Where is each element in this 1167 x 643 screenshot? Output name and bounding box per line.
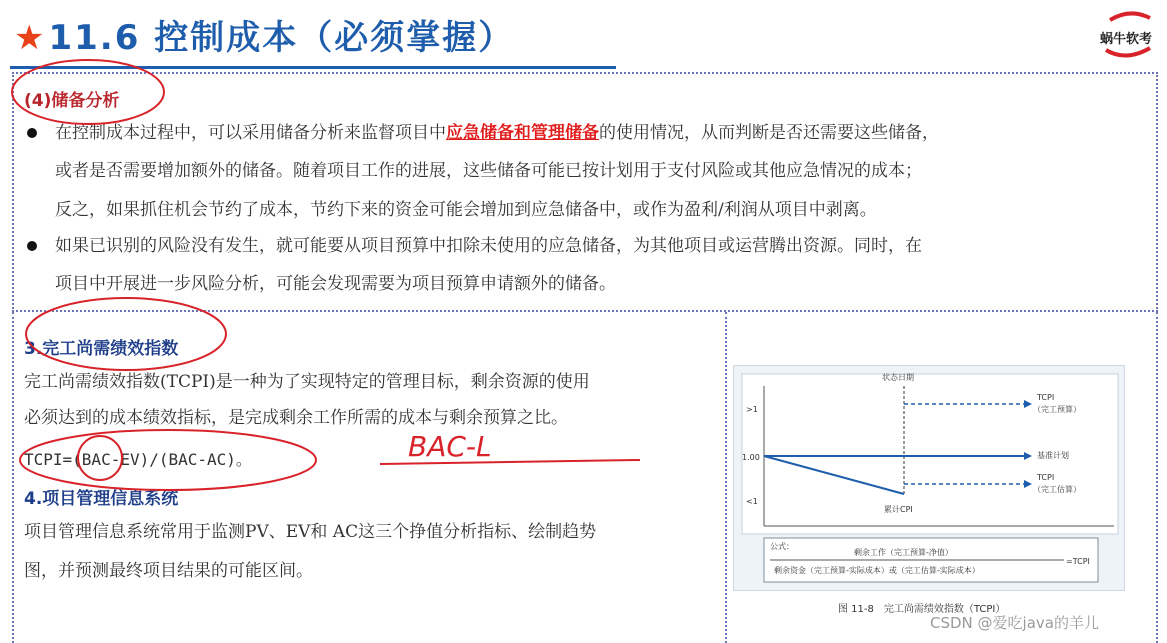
page-title-text: 11.6 控制成本（必须掌握） (48, 18, 515, 58)
tcpi-line2: 必须达到的成本绩效指标，是完成剩余工作所需的成本与剩余预算之比。 (24, 408, 568, 428)
tcpi-figure (733, 365, 1125, 591)
pmis-line1: 项目管理信息系统常用于监测PV、EV和 AC这三个挣值分析指标、绘制趋势 (24, 522, 597, 542)
formula-result: =TCPI (1066, 557, 1090, 566)
tcpi-top-label: TCPI (1037, 393, 1055, 402)
formula-numerator: 剩余工作（完工预算-净值） (854, 548, 953, 557)
reserve-bullet2-line2: 项目中开展进一步风险分析，可能会发现需要为项目预算申请额外的储备。 (55, 274, 616, 294)
formula-denominator: 剩余资金（完工预算-实际成本）或（完工估算-实际成本） (774, 566, 980, 575)
pmis-heading: 4.项目管理信息系统 (24, 489, 179, 509)
tcpi-heading: 3.完工尚需绩效指数 (24, 339, 179, 359)
tcpi-bottom-label: TCPI (1037, 473, 1055, 482)
tcpi-formula: TCPI=(BAC-EV)/(BAC-AC)。 (24, 450, 252, 469)
tcpi-diagram (734, 366, 1126, 592)
annotation-circle-reserve (12, 60, 164, 124)
logo-text: 蜗牛软考 (1099, 32, 1152, 47)
pmis-line2: 图，并预测最终项目结果的可能区间。 (24, 561, 313, 581)
figure-caption: 图 11-8 完工尚需绩效指数（TCPI） (838, 604, 1006, 615)
csdn-watermark: CSDN @爱吃java的羊儿 (930, 614, 1099, 632)
y-label-lt1: <1 (746, 497, 758, 506)
reserve-bullet2-line1: 如果已识别的风险没有发生，就可能要从项目预算中扣除未使用的应急储备，为其他项目或运营腾出资源。同时，在 (55, 236, 922, 256)
y-label-gt1: >1 (746, 405, 758, 414)
tcpi-top-sub-label: （完工预算） (1033, 405, 1081, 414)
tcpi-line1: 完工尚需绩效指数(TCPI)是一种为了实现特定的管理目标，剩余资源的使用 (24, 372, 590, 392)
cum-cpi-label: 累计CPI (884, 505, 913, 514)
reserve-highlight: 应急储备和管理储备 (446, 123, 599, 143)
reserve-bullet1-pre: 在控制成本过程中，可以采用储备分析来监督项目中 (55, 123, 446, 143)
annotation-circle-formula (20, 430, 316, 490)
annotation-handwriting: BAC-L (408, 430, 492, 463)
reserve-bullet1-line3: 反之，如果抓住机会节约了成本，节约下来的资金可能会增加到应急储备中，或作为盈利/利润从项目中剥离。 (55, 200, 877, 220)
tcpi-bottom-sub-label: （完工估算） (1033, 485, 1081, 494)
annotation-circle-bac (78, 436, 122, 480)
reserve-bullet1-post: 的使用情况，从而判断是否还需要这些储备， (599, 123, 939, 143)
reserve-heading: (4)储备分析 (24, 91, 120, 111)
baseline-label: 基准计划 (1037, 451, 1069, 460)
formula-label: 公式： (770, 542, 794, 551)
y-label-100: 1.00 (742, 453, 760, 462)
annotation-circle-tcpi (26, 298, 226, 370)
status-date-label: 状态日期 (882, 373, 914, 382)
reserve-bullet1-line2: 或者是否需要增加额外的储备。随着项目工作的进展，这些储备可能已按计划用于支付风险或其他应急情况的成本； (55, 161, 922, 181)
star-icon: ★ (14, 18, 47, 58)
